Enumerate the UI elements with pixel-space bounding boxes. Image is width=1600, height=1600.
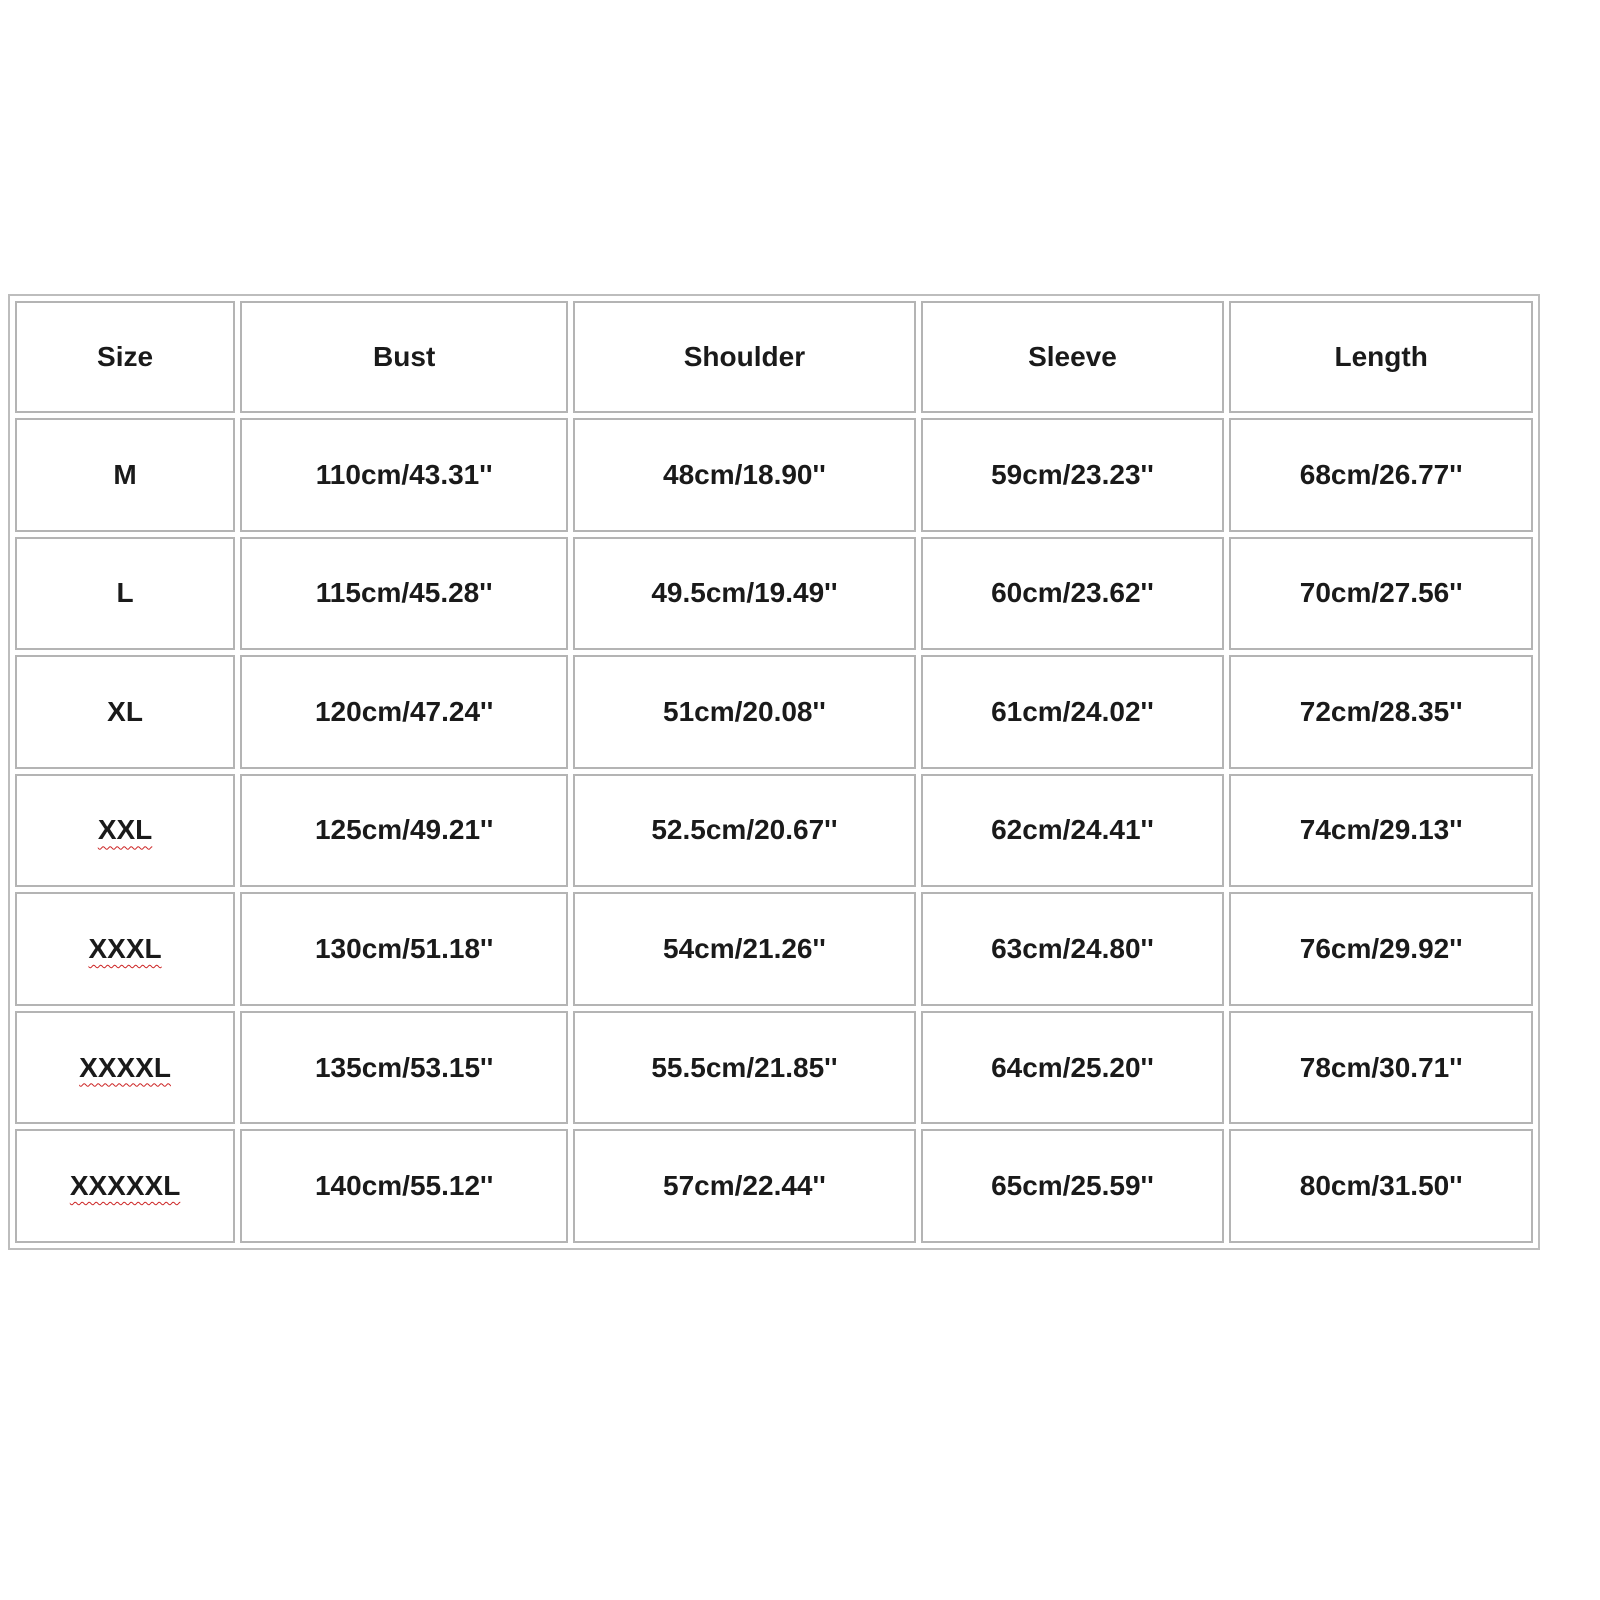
length-cell: 76cm/29.92'' xyxy=(1229,892,1533,1006)
table-row xyxy=(15,774,1533,888)
bust-cell: 120cm/47.24'' xyxy=(240,655,568,769)
shoulder-cell: 49.5cm/19.49'' xyxy=(573,537,915,651)
size-cell xyxy=(15,892,235,1006)
shoulder-cell: 54cm/21.26'' xyxy=(573,892,915,1006)
bust-cell: 110cm/43.31'' xyxy=(240,418,568,532)
bust-cell: 125cm/49.21'' xyxy=(240,774,568,888)
size-cell xyxy=(15,537,235,651)
size-cell xyxy=(15,1011,235,1125)
size-chart-table xyxy=(8,294,1540,1250)
sleeve-cell: 59cm/23.23'' xyxy=(921,418,1225,532)
size-label: XXXL xyxy=(88,933,162,965)
sleeve-cell: 62cm/24.41'' xyxy=(921,774,1225,888)
sleeve-cell: 65cm/25.59'' xyxy=(921,1129,1225,1243)
shoulder-cell: 51cm/20.08'' xyxy=(573,655,915,769)
size-label: XXXXXL xyxy=(69,1170,181,1202)
size-cell xyxy=(15,655,235,769)
table-row xyxy=(15,892,1533,1006)
length-cell: 70cm/27.56'' xyxy=(1229,537,1533,651)
header-shoulder: Shoulder xyxy=(573,301,915,413)
header-length: Length xyxy=(1229,301,1533,413)
sleeve-cell: 63cm/24.80'' xyxy=(921,892,1225,1006)
shoulder-cell: 57cm/22.44'' xyxy=(573,1129,915,1243)
table-header-row xyxy=(15,301,1533,413)
size-cell xyxy=(15,418,235,532)
size-label: XL xyxy=(107,695,143,727)
length-cell: 78cm/30.71'' xyxy=(1229,1011,1533,1125)
bust-cell: 115cm/45.28'' xyxy=(240,537,568,651)
table-row xyxy=(15,418,1533,532)
size-cell xyxy=(15,1129,235,1243)
header-size: Size xyxy=(15,301,235,413)
header-bust: Bust xyxy=(240,301,568,413)
shoulder-cell: 48cm/18.90'' xyxy=(573,418,915,532)
size-label: XXXXL xyxy=(79,1051,171,1083)
size-label: L xyxy=(116,577,134,609)
length-cell: 80cm/31.50'' xyxy=(1229,1129,1533,1243)
size-cell xyxy=(15,774,235,888)
length-cell: 68cm/26.77'' xyxy=(1229,418,1533,532)
shoulder-cell: 52.5cm/20.67'' xyxy=(573,774,915,888)
bust-cell: 130cm/51.18'' xyxy=(240,892,568,1006)
sleeve-cell: 60cm/23.62'' xyxy=(921,537,1225,651)
table-row xyxy=(15,537,1533,651)
table-row xyxy=(15,655,1533,769)
table-row xyxy=(15,1129,1533,1243)
size-label: M xyxy=(113,458,137,490)
bust-cell: 135cm/53.15'' xyxy=(240,1011,568,1125)
shoulder-cell: 55.5cm/21.85'' xyxy=(573,1011,915,1125)
length-cell: 74cm/29.13'' xyxy=(1229,774,1533,888)
table-row xyxy=(15,1011,1533,1125)
size-label: XXL xyxy=(97,814,153,846)
length-cell: 72cm/28.35'' xyxy=(1229,655,1533,769)
header-sleeve: Sleeve xyxy=(921,301,1225,413)
bust-cell: 140cm/55.12'' xyxy=(240,1129,568,1243)
sleeve-cell: 64cm/25.20'' xyxy=(921,1011,1225,1125)
sleeve-cell: 61cm/24.02'' xyxy=(921,655,1225,769)
